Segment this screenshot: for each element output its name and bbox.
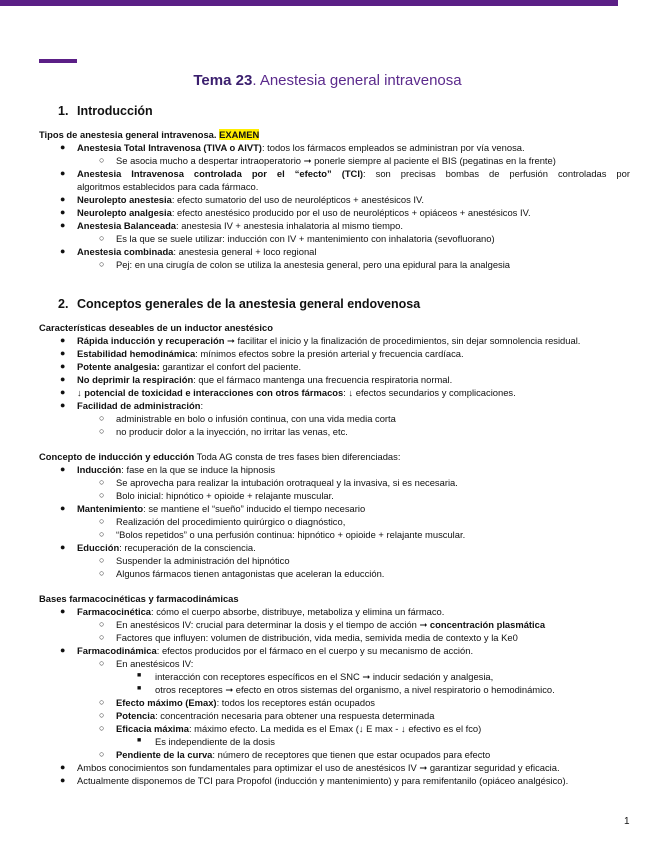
- list-item: Educción: recuperación de la consciencia.: [77, 542, 256, 553]
- top-bar: [0, 0, 618, 6]
- list-item: En anestésicos IV:: [116, 658, 194, 669]
- bullet: ●: [60, 335, 66, 345]
- list-item: Efecto máximo (Emax): todos los receptores están ocupados: [116, 697, 375, 708]
- list-item: Anestesia Balanceada: anestesia IV + anestesia inhalatoria al mismo tiempo.: [77, 220, 403, 231]
- section-1-heading: 1. Introducción: [58, 104, 153, 118]
- list-item: Mantenimiento: se mantiene el “sueño” inducido el tiempo necesario: [77, 503, 366, 514]
- list-item: Actualmente disponemos de TCI para Propofol (inducción y mantenimiento) y para remifentanilo (opiáceo analgésico).: [77, 775, 569, 786]
- list-item: Rápida inducción y recuperación ➞ facilitar el inicio y la finalización de procedimientos, sin dejar somnolencia residual.: [77, 335, 581, 346]
- list-item: Pej: en una cirugía de colon se utiliza la anestesia general, pero una epidural para la analgesia: [116, 259, 511, 270]
- exam-badge: EXAMEN: [219, 129, 260, 140]
- list-item: Se aprovecha para realizar la intubación orotraqueal y la invasiva, si es necesaria.: [116, 477, 458, 488]
- list-item: Eficacia máxima: máximo efecto. La medida es el Emax (↓ E max - ↓ efectivo es el fco): [116, 723, 482, 734]
- title-rest: . Anestesia general intravenosa: [252, 72, 462, 89]
- list-item: Estabilidad hemodinámica: mínimos efectos sobre la presión arterial y frecuencia cardíaca.: [77, 348, 464, 359]
- section-2-heading: 2. Conceptos generales de la anestesia general endovenosa: [58, 297, 421, 311]
- list-item: ↓ potencial de toxicidad e interacciones con otros fármacos: ↓ efectos secundarios y complicaciones.: [77, 387, 516, 398]
- bullet: ○: [99, 568, 105, 578]
- title-bold: Tema 23: [193, 72, 253, 89]
- page-number: 1: [624, 816, 630, 827]
- list-item: Factores que influyen: volumen de distribución, vida media, semivida media de contexto y la Ke0: [116, 632, 518, 643]
- bullet: ●: [60, 142, 66, 152]
- list-item: Neurolepto anestesia: efecto sumatorio del uso de neurolépticos + anestésicos IV.: [77, 194, 424, 205]
- list-item: En anestésicos IV: crucial para determinar la dosis y el tiempo de acción ➞ concentración plasmática: [116, 619, 546, 630]
- bullet: ■: [137, 685, 142, 692]
- bullet: ●: [60, 503, 66, 513]
- bullet: ●: [60, 762, 66, 772]
- list-item: otros receptores ➞ efecto en otros sistemas del organismo, a nivel respiratorio o hemodinámico.: [155, 684, 555, 695]
- bullet: ○: [99, 516, 105, 526]
- list-item: Potente analgesia: garantizar el confort del paciente.: [77, 361, 302, 372]
- bullet: ●: [60, 645, 66, 655]
- list-item: “Bolos repetidos” o una perfusión continua: hipnótico + opioide + relajante muscular.: [116, 529, 466, 540]
- list-item: Neurolepto analgesia: efecto anestésico producido por el uso de neurolépticos + opiáceos + anestésicos IV.: [77, 207, 531, 218]
- bullet: ○: [99, 555, 105, 565]
- bullet: ●: [60, 775, 66, 785]
- bullet: ●: [60, 400, 66, 410]
- list-item: Farmacodinámica: efectos producidos por el fármaco en el cuerpo y su mecanismo de acción.: [77, 645, 474, 656]
- list-item: No deprimir la respiración: que el fármaco mantenga una frecuencia respiratoria normal.: [77, 374, 453, 385]
- characteristics-heading: Características deseables de un inductor anestésico: [39, 322, 273, 333]
- bullet: ○: [99, 233, 105, 243]
- bullet: ●: [60, 542, 66, 552]
- list-item: Ambos conocimientos son fundamentales para optimizar el uso de anestésicos IV ➞ garantizar seguridad y eficacia.: [77, 762, 560, 773]
- bullet: ○: [99, 477, 105, 487]
- list-item: Bolo inicial: hipnótico + opioide + relajante muscular.: [116, 490, 334, 501]
- bullet: ○: [99, 723, 105, 733]
- bullet: ○: [99, 697, 105, 707]
- bullet: ●: [60, 464, 66, 474]
- bullet: ■: [137, 672, 142, 679]
- list-item: Algunos fármacos tienen antagonistas que aceleran la educción.: [116, 568, 385, 579]
- bullet: ●: [60, 374, 66, 384]
- bullet: ○: [99, 426, 105, 436]
- bullet: ○: [99, 529, 105, 539]
- accent-line: [39, 59, 77, 63]
- bullet: ●: [60, 361, 66, 371]
- bullet: ●: [60, 220, 66, 230]
- phases-heading: Concepto de inducción y educción Toda AG consta de tres fases bien diferenciadas:: [39, 451, 401, 462]
- bullet: ○: [99, 413, 105, 423]
- bullet: ●: [60, 207, 66, 217]
- list-item: Es independiente de la dosis: [155, 736, 275, 747]
- list-item: Pendiente de la curva: número de receptores que tienen que estar ocupados para efecto: [116, 749, 491, 760]
- bullet: ●: [60, 387, 66, 397]
- list-item: Potencia: concentración necesaria para obtener una respuesta determinada: [116, 710, 435, 721]
- list-item: Anestesia Intravenosa controlada por el “efecto” (TCI): son precisas bombas de perfusión controladas por: [77, 168, 630, 179]
- types-heading: Tipos de anestesia general intravenosa. EXAMEN: [39, 129, 260, 140]
- list-item: interacción con receptores específicos en el SNC ➞ inducir sedación y analgesia,: [155, 671, 494, 682]
- bullet: ○: [99, 710, 105, 720]
- list-item: Suspender la administración del hipnótico: [116, 555, 290, 566]
- bullet: ○: [99, 619, 105, 629]
- list-item: no producir dolor a la inyección, no irritar las venas, etc.: [116, 426, 348, 437]
- list-item-cont: algoritmos establecidos para cada fármaco.: [77, 181, 259, 192]
- bullet: ●: [60, 606, 66, 616]
- bullet: ○: [99, 749, 105, 759]
- bullet: ■: [137, 737, 142, 744]
- list-item: administrable en bolo o infusión continua, con una vida media corta: [116, 413, 396, 424]
- list-item: Anestesia Total Intravenosa (TIVA o AIVT): todos los fármacos empleados se administran por vía venosa.: [77, 142, 525, 153]
- list-item: Realización del procedimiento quirúrgico o diagnóstico,: [116, 516, 346, 527]
- bullet: ●: [60, 194, 66, 204]
- list-item: Facilidad de administración:: [77, 400, 204, 411]
- bullet: ○: [99, 632, 105, 642]
- page-title: [0, 72, 655, 89]
- list-item: Se asocia mucho a despertar intraoperatorio ➞ ponerle siempre al paciente el BIS (pegatinas en la frente): [116, 155, 556, 166]
- bullet: ○: [99, 155, 105, 165]
- pharmaco-heading: Bases farmacocinéticas y farmacodinámicas: [39, 593, 239, 604]
- bullet: ○: [99, 259, 105, 269]
- list-item: Es la que se suele utilizar: inducción con IV + mantenimiento con inhalatoria (sevofluorano): [116, 233, 495, 244]
- bullet: ●: [60, 246, 66, 256]
- bullet: ○: [99, 658, 105, 668]
- bullet: ●: [60, 168, 66, 178]
- list-item: Farmacocinética: cómo el cuerpo absorbe, distribuye, metaboliza y elimina un fármaco.: [77, 606, 445, 617]
- bullet: ○: [99, 490, 105, 500]
- list-item: Inducción: fase en la que se induce la hipnosis: [77, 464, 276, 475]
- bullet: ●: [60, 348, 66, 358]
- list-item: Anestesia combinada: anestesia general + loco regional: [77, 246, 317, 257]
